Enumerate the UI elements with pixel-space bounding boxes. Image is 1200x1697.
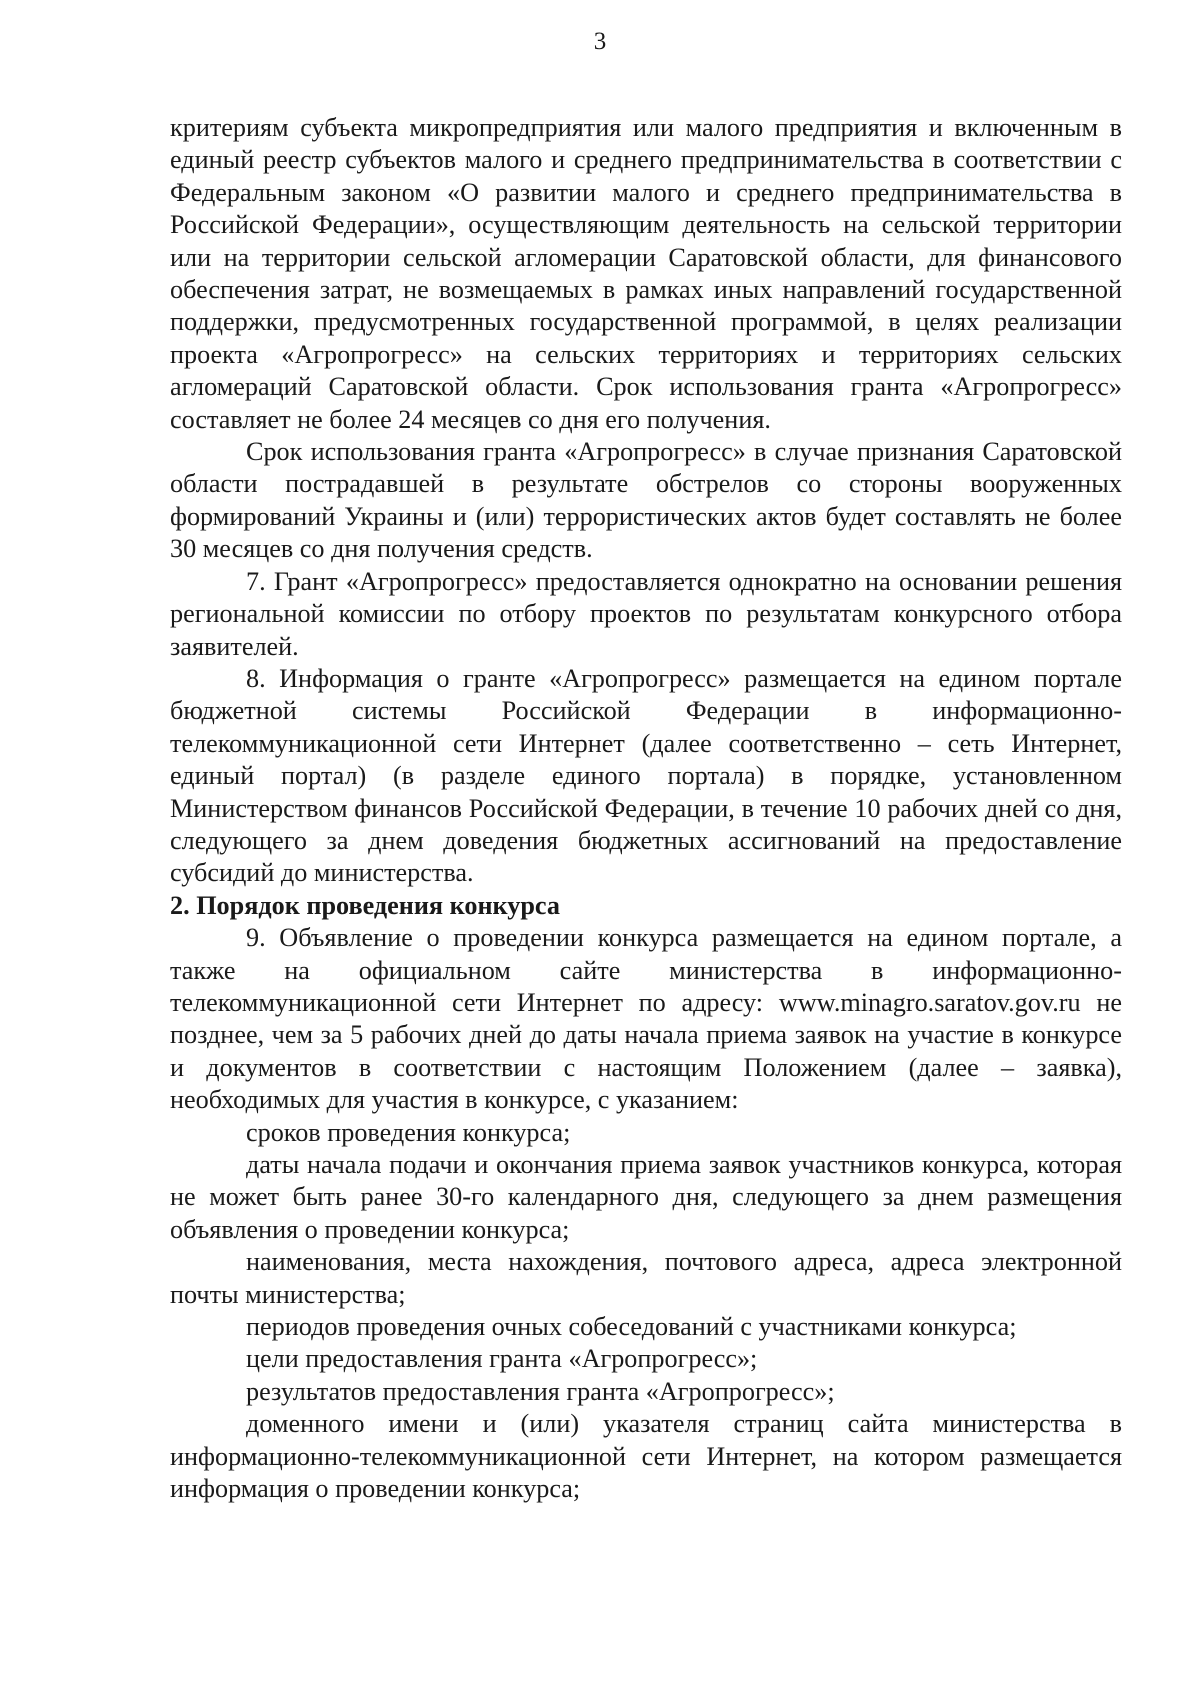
paragraph-8: 8. Информация о гранте «Агропрогресс» размещается на едином портале бюджетной системы Российской Федерации в информационно-телекоммуникационной сети Интернет (далее соответственно – сеть Интернет, единый портал) (в разделе единого портала) в порядке, установленном Министерством финансов Российской Федерации, в течение 10 рабочих дней со дня, следующего за днем доведения бюджетных ассигнований на предоставление субсидий до министерства. — [170, 663, 1122, 888]
list-item: периодов проведения очных собеседований с участниками конкурса; — [246, 1312, 1017, 1342]
list-item: доменного имени и (или) указателя страниц сайта министерства в информационно-телекоммуникационной сети Интернет, на котором размещается информация о проведении конкурса; — [170, 1409, 1122, 1504]
paragraph-criteria: критериям субъекта микропредприятия или малого предприятия и включенным в единый реестр субъектов малого и среднего предпринимательства в соответствии с Федеральным законом «О развитии малого и среднего предпринимательства в Российской Федерации», осуществляющим деятельность на сельской территории или на территории сельской агломерации Саратовской области, для финансового обеспечения затрат, не возмещаемых в рамках иных направлений государственной поддержки, предусмотренных государственной программой, в целях реализации проекта «Агропрогресс» на сельских территориях и территориях сельских агломераций Саратовской области. Срок использования гранта «Агропрогресс» составляет не более 24 месяцев со дня его получения. — [170, 113, 1122, 434]
paragraph-7: 7. Грант «Агропрогресс» предоставляется однократно на основании решения региональной комиссии по отбору проектов по результатам конкурсного отбора заявителей. — [170, 566, 1122, 661]
document-body — [170, 112, 1122, 1505]
list-item: результатов предоставления гранта «Агропрогресс»; — [246, 1376, 835, 1406]
list-item: цели предоставления гранта «Агропрогресс»; — [246, 1344, 758, 1374]
list-item: даты начала подачи и окончания приема заявок участников конкурса, которая не может быть ранее 30-го календарного дня, следующего за днем размещения объявления о проведении конкурса; — [170, 1150, 1122, 1244]
section-title: 2. Порядок проведения конкурса — [170, 890, 560, 920]
list-item: сроков проведения конкурса; — [246, 1117, 571, 1147]
page-number: 3 — [593, 28, 607, 55]
paragraph-9: 9. Объявление о проведении конкурса размещается на едином портале, а также на официальном сайте министерства в информационно-телекоммуникационной сети Интернет по адресу: www.minagro.saratov.gov.ru не позднее, чем за 5 рабочих дней до даты начала приема заявок на участие в конкурсе и документов в соответствии с настоящим Положением (далее – заявка), необходимых для участия в конкурсе, с указанием: — [170, 923, 1122, 1115]
paragraph-grant-term: Срок использования гранта «Агропрогресс» в случае признания Саратовской области пострадавшей в результате обстрелов со стороны вооруженных формирований Украины и (или) террористических актов будет составлять не более 30 месяцев со дня получения средств. — [170, 437, 1122, 564]
list-item: наименования, места нахождения, почтового адреса, адреса электронной почты министерства; — [170, 1247, 1122, 1309]
